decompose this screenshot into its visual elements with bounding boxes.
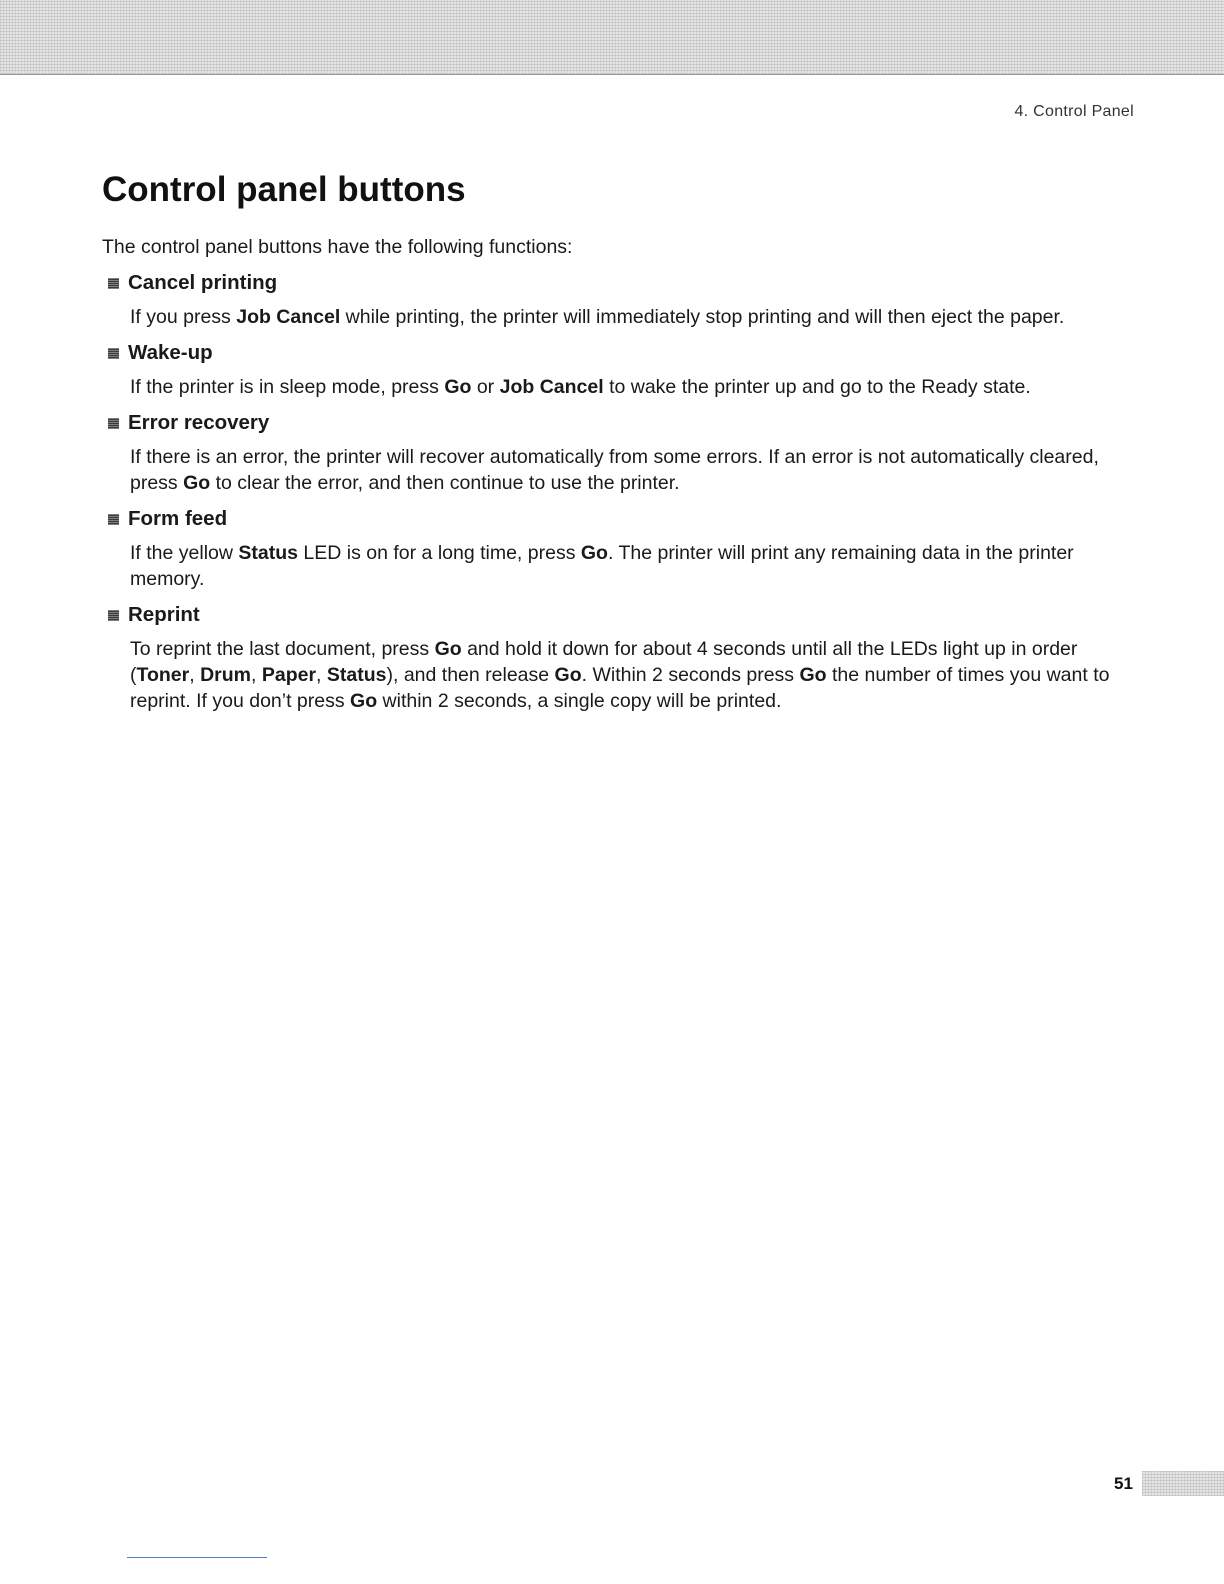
section-body: If the printer is in sleep mode, press Go or Job Cancel to wake the printer up and go to the Ready state. xyxy=(130,376,1031,398)
button-name-go: Go xyxy=(183,472,211,494)
page-content xyxy=(102,234,1137,724)
page-number: 51 xyxy=(1114,1474,1133,1493)
button-name-job-cancel: Job Cancel xyxy=(499,376,604,398)
square-bullet-icon xyxy=(108,418,119,429)
button-name-go: Go xyxy=(554,664,582,686)
button-name-job-cancel: Job Cancel xyxy=(236,306,341,328)
square-bullet-icon xyxy=(108,514,119,525)
section-cancel-printing xyxy=(102,270,1137,330)
section-body: If there is an error, the printer will recover automatically from some errors. If an error is not automatically cleared, press Go to clear the error, and then continue to use the printer. xyxy=(130,446,1099,494)
section-body: If the yellow Status LED is on for a long time, press Go. The printer will print any remaining data in the printer memory. xyxy=(130,542,1074,590)
section-reprint xyxy=(102,602,1137,714)
led-name-status: Status xyxy=(326,664,387,686)
square-bullet-icon xyxy=(108,348,119,359)
page-title: Control panel buttons xyxy=(102,170,466,209)
button-name-go: Go xyxy=(799,664,827,686)
square-bullet-icon xyxy=(108,278,119,289)
button-name-go: Go xyxy=(444,376,472,398)
header-band-edge xyxy=(0,74,1224,75)
led-name-drum: Drum xyxy=(200,664,251,686)
button-name-go: Go xyxy=(350,690,378,712)
section-heading xyxy=(108,506,1137,532)
section-heading xyxy=(108,410,1137,436)
led-name-paper: Paper xyxy=(261,664,317,686)
button-name-go: Go xyxy=(434,638,462,660)
footer-decorative-band xyxy=(1142,1471,1224,1496)
square-bullet-icon xyxy=(108,610,119,621)
section-heading-label: Wake-up xyxy=(128,341,213,364)
intro-text: The control panel buttons have the following functions: xyxy=(102,236,573,258)
section-heading-label: Cancel printing xyxy=(128,271,278,294)
section-heading-label: Reprint xyxy=(128,603,200,626)
section-heading xyxy=(108,270,1137,296)
chapter-header: 4. Control Panel xyxy=(1014,103,1134,120)
section-wake-up xyxy=(102,340,1137,400)
led-name-status: Status xyxy=(238,542,298,564)
section-heading-label: Error recovery xyxy=(128,411,270,434)
led-name-toner: Toner xyxy=(136,664,190,686)
header-decorative-band xyxy=(0,0,1224,74)
bottom-rule xyxy=(127,1557,267,1558)
section-error-recovery xyxy=(102,410,1137,496)
section-heading-label: Form feed xyxy=(128,507,228,530)
button-name-go: Go xyxy=(580,542,608,564)
section-form-feed xyxy=(102,506,1137,592)
section-body: To reprint the last document, press Go and hold it down for about 4 seconds until all the LEDs light up in order (Toner, Drum, Paper, Status), and then release Go. Within 2 seconds press Go the number of times you want to reprint. If you don’t press Go within 2 seconds, a single copy will be printed. xyxy=(130,638,1110,712)
section-heading xyxy=(108,602,1137,628)
section-body: If you press Job Cancel while printing, the printer will immediately stop printing and will then eject the paper. xyxy=(130,306,1065,328)
section-heading xyxy=(108,340,1137,366)
